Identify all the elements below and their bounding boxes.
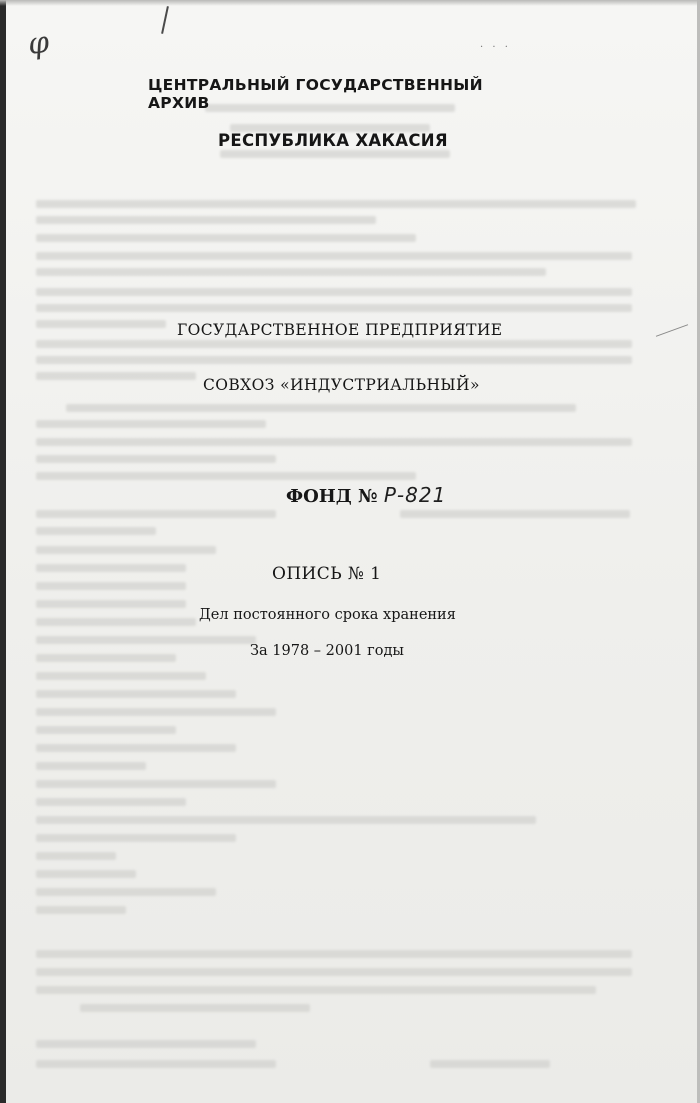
- fond-heading: [286, 483, 486, 507]
- fond-label: ФОНД №: [286, 486, 384, 507]
- storage-term: Дел постоянного срока хранения: [199, 607, 456, 623]
- years-range: За 1978 – 2001 годы: [250, 643, 404, 659]
- scan-dots: · · ·: [480, 42, 511, 53]
- scan-left-edge: [0, 0, 6, 1103]
- scan-top-edge: [0, 0, 700, 6]
- archive-name-heading: ЦЕНТРАЛЬНЫЙ ГОСУДАРСТВЕННЫЙ АРХИВ: [148, 76, 483, 112]
- organization-name: СОВХОЗ «ИНДУСТРИАЛЬНЫЙ»: [203, 376, 480, 394]
- fond-number-handwritten: Р-821: [383, 483, 447, 507]
- handwritten-corner-mark: φ: [25, 24, 52, 63]
- pencil-tick-mark: [161, 6, 169, 34]
- inventory-heading: ОПИСЬ № 1: [272, 564, 382, 584]
- pencil-stroke: [656, 324, 688, 337]
- republic-heading: РЕСПУБЛИКА ХАКАСИЯ: [218, 131, 448, 150]
- organization-type: ГОСУДАРСТВЕННОЕ ПРЕДПРИЯТИЕ: [177, 321, 503, 339]
